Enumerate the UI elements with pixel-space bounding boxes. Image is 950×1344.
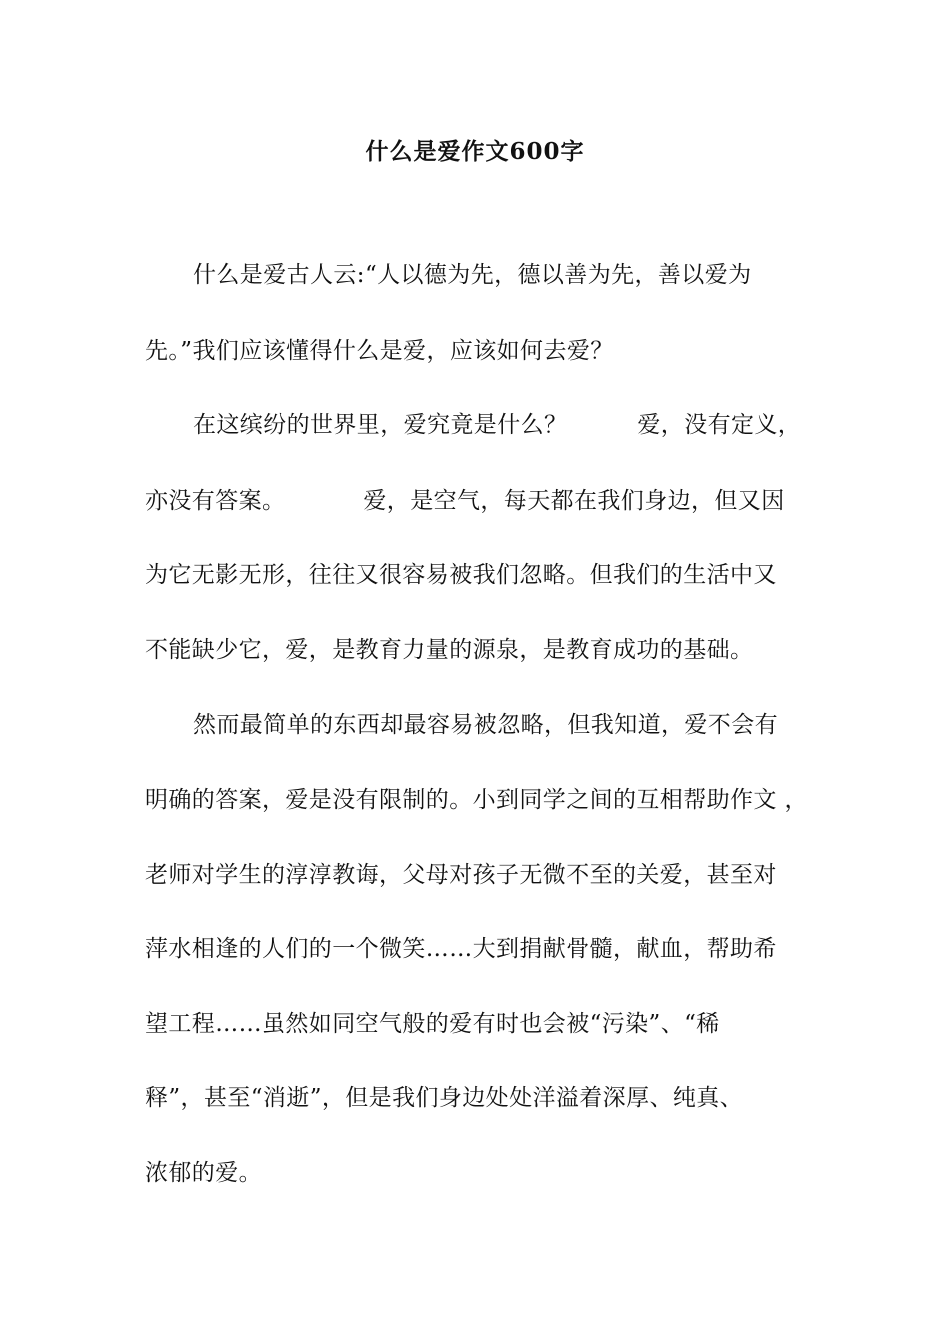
paragraph-line: 然而最简单的东西却最容易被忽略，但我知道，爱不会有 xyxy=(193,712,778,738)
text-segment: 爱，是空气，每天都在我们身边，但又因 xyxy=(363,488,785,514)
page-title: 什么是爱作文600字 xyxy=(365,138,585,165)
paragraph-line: 萍水相逢的人们的一个微笑……大到捐献骨髓，献血，帮助希 xyxy=(145,936,777,962)
paragraph-line: 释”，甚至“消逝”，但是我们身边处处洋溢着深厚、纯真、 xyxy=(145,1085,744,1111)
text-segment: 亦没有答案。 xyxy=(145,488,286,514)
paragraph-line xyxy=(145,486,825,516)
paragraph-line: 不能缺少它，爱，是教育力量的源泉，是教育成功的基础。 xyxy=(145,637,754,663)
paragraph-line: 明确的答案，爱是没有限制的。小到同学之间的互相帮助作文 ， xyxy=(145,787,808,813)
paragraph-line: 为它无影无形，往往又很容易被我们忽略。但我们的生活中又 xyxy=(145,562,777,588)
paragraph-line: 浓郁的爱。 xyxy=(145,1160,262,1186)
paragraph-line: 望工程……虽然如同空气般的爱有时也会被“污染”、“稀 xyxy=(145,1011,720,1037)
paragraph-line xyxy=(193,410,873,440)
text-segment: 爱，没有定义， xyxy=(637,412,802,438)
paragraph-line: 老师对学生的淳淳教诲，父母对孩子无微不至的关爱，甚至对 xyxy=(145,862,777,888)
text-segment: 在这缤纷的世界里，爱究竟是什么？ xyxy=(193,412,568,438)
paragraph-line: 什么是爱古人云:“人以德为先，德以善为先，善以爱为 xyxy=(193,262,752,288)
paragraph-line: 先。”我们应该懂得什么是爱，应该如何去爱？ xyxy=(145,338,614,364)
